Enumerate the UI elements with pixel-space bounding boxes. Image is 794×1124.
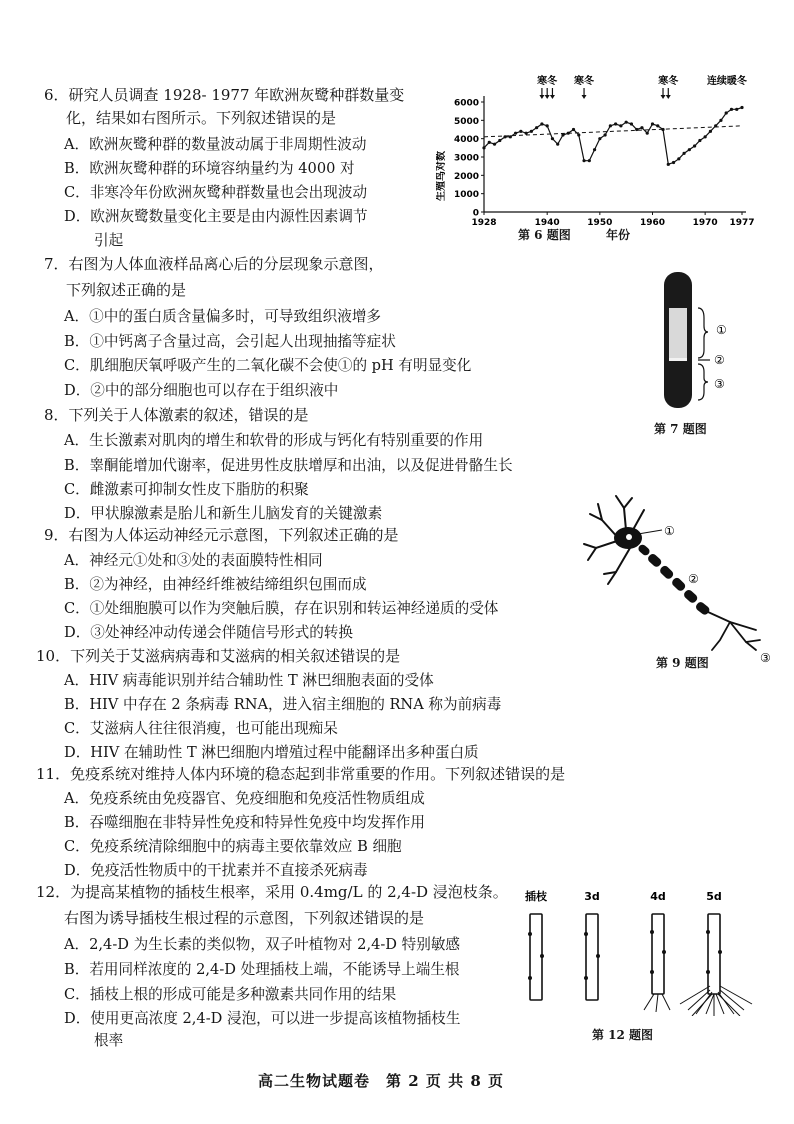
chart-point-1938 — [535, 126, 538, 129]
q8-option-b: B．睾酮能增加代谢率，促进男性皮肤增厚和出油，以及促进骨骼生长 — [64, 457, 513, 474]
q11-option-a: A．免疫系统由免疫器官、免疫细胞和免疫活性物质组成 — [64, 790, 425, 807]
chart-annotation-0: 寒冬 — [537, 76, 558, 87]
chart-point-1954 — [619, 124, 622, 127]
chart-ytick-label-1: 1000 — [453, 190, 479, 201]
chart-arrowhead-2-0 — [661, 95, 666, 99]
fig9-caption: 第 9 题图 — [656, 656, 709, 670]
fig7-caption: 第 7 题图 — [654, 422, 707, 436]
q6-stem-line1: 6．研究人员调查 1928- 1977 年欧洲灰鹭种群数量变 — [44, 86, 405, 104]
q11-option-c: C．免疫系统清除细胞中的病毒主要依靠效应 B 细胞 — [64, 838, 402, 855]
stem-0 — [530, 914, 542, 1000]
chart-xtick-label-5: 1977 — [729, 218, 755, 228]
chart-point-1959 — [646, 132, 649, 135]
chart-point-1955 — [625, 121, 628, 124]
chart-arrowhead-1-0 — [582, 95, 587, 99]
page-footer: 高二生物试题卷 第 2 页 共 8 页 — [258, 1072, 504, 1090]
chart-point-1950 — [598, 137, 601, 140]
q10-option-a: A．HIV 病毒能识别并结合辅助性 T 淋巴细胞表面的受体 — [64, 672, 434, 689]
chart-xtick-label-1: 1940 — [534, 218, 560, 228]
chart-point-1975 — [730, 108, 733, 111]
q9-option-c: C．①处细胞膜可以作为突触后膜，存在识别和转运神经递质的受体 — [64, 600, 499, 617]
chart-annotation-2: 寒冬 — [658, 76, 679, 87]
chart-point-1961 — [656, 124, 659, 127]
q7-option-b: B．①中钙离子含量过高，会引起人出现抽搐等症状 — [64, 333, 396, 350]
q7-option-d: D．②中的部分细胞也可以存在于组织液中 — [64, 382, 339, 399]
q6-option-c: C．非寒冷年份欧洲灰鹭种群数量也会出现波动 — [64, 184, 368, 201]
q12-option-d-line2: 根率 — [94, 1032, 124, 1049]
chart-trend-line — [484, 126, 742, 137]
chart-point-1951 — [604, 133, 607, 136]
chart-point-1972 — [714, 124, 717, 127]
axon-terminals — [708, 612, 760, 650]
chart-annotation-1: 寒冬 — [574, 76, 595, 87]
q6-option-d-line2: 引起 — [94, 232, 124, 249]
q10-stem: 10．下列关于艾滋病病毒和艾滋病的相关叙述错误的是 — [36, 647, 401, 665]
brace-1 — [698, 308, 708, 358]
q12-option-c: C．插枝上根的形成可能是多种激素共同作用的结果 — [64, 986, 397, 1003]
chart-point-1932 — [503, 135, 506, 138]
chart-point-1928 — [482, 146, 485, 149]
chart-point-1943 — [561, 133, 564, 136]
chart-ytick-label-4: 4000 — [453, 135, 479, 146]
chart-ytick-label-3: 3000 — [453, 153, 479, 164]
fig9-label-3: ③ — [760, 651, 771, 665]
q6-option-b: B．欧洲灰鹭种群的环境容纳量约为 4000 对 — [64, 160, 355, 177]
fig12-cuttings — [514, 886, 774, 1016]
chart-point-1973 — [719, 119, 722, 122]
chart-point-1970 — [704, 135, 707, 138]
tube-buffy-layer — [669, 358, 687, 361]
chart-point-1941 — [551, 137, 554, 140]
chart-arrowhead-2-1 — [666, 95, 671, 99]
q11-stem: 11．免疫系统对维持人体内环境的稳态起到非常重要的作用。下列叙述错误的是 — [36, 765, 566, 783]
chart-xtick-label-3: 1960 — [639, 218, 666, 228]
fig12-label-3d: 3d — [584, 890, 600, 903]
chart-point-1931 — [498, 139, 501, 142]
fig6-caption: 第 6 题图 — [518, 228, 571, 242]
chart-point-1977 — [740, 106, 743, 109]
stem-5d — [708, 914, 720, 994]
stem-3d — [586, 914, 598, 1000]
fig7-label-2: ② — [714, 353, 725, 367]
chart-point-1937 — [530, 130, 533, 133]
fig12-caption: 第 12 题图 — [592, 1028, 654, 1042]
q9-option-a: A．神经元①处和③处的表面膜特性相同 — [64, 552, 323, 569]
chart-point-1933 — [509, 135, 512, 138]
q7-stem-line2: 下列叙述正确的是 — [66, 281, 187, 299]
q10-option-b: B．HIV 中存在 2 条病毒 RNA，进入宿主细胞的 RNA 称为前病毒 — [64, 696, 502, 713]
tube-plasma-layer — [669, 308, 687, 358]
chart-series — [482, 106, 743, 166]
q12-option-d-line1: D．使用更高浓度 2,4-D 浸泡，可以进一步提高该植物插枝生 — [64, 1010, 461, 1027]
q10-option-c: C．艾滋病人往往很消瘦，也可能出现痴呆 — [64, 720, 338, 737]
chart-point-1958 — [640, 126, 643, 129]
chart-point-1957 — [635, 128, 638, 131]
chart-point-1962 — [661, 128, 664, 131]
chart-point-1965 — [677, 157, 680, 160]
chart-point-1935 — [519, 130, 522, 133]
q9-stem: 9．右图为人体运动神经元示意图，下列叙述正确的是 — [44, 526, 399, 544]
q7-stem-line1: 7．右图为人体血液样品离心后的分层现象示意图， — [44, 255, 384, 273]
chart-point-1964 — [672, 161, 675, 164]
pointer-1 — [638, 530, 662, 534]
q8-option-d: D．甲状腺激素是胎儿和新生儿脑发育的关键激素 — [64, 505, 383, 522]
chart-point-1946 — [577, 133, 580, 136]
fig7-label-3: ③ — [714, 377, 725, 391]
chart-point-1940 — [546, 124, 549, 127]
chart-ytick-label-6: 6000 — [453, 98, 479, 109]
q7-option-a: A．①中的蛋白质含量偏多时，可导致组织液增多 — [64, 308, 382, 325]
q6-option-d-line1: D．欧洲灰鹭数量变化主要是由内源性因素调节 — [64, 208, 368, 225]
chart-point-1944 — [567, 132, 570, 135]
q6-option-a: A．欧洲灰鹭种群的数量波动属于非周期性波动 — [64, 136, 367, 153]
chart-point-1968 — [693, 144, 696, 147]
chart-point-1934 — [514, 132, 517, 135]
chart-point-1952 — [609, 124, 612, 127]
chart-annotations — [537, 74, 748, 99]
chart-point-1960 — [651, 122, 654, 125]
chart-annotation-3: 连续暖冬 — [706, 76, 747, 87]
chart-point-1967 — [688, 148, 691, 151]
q10-option-d: D．HIV 在辅助性 T 淋巴细胞内增殖过程中能翻译出多种蛋白质 — [64, 744, 479, 761]
q12-stem-line1: 12．为提高某植物的插枝生根率，采用 0.4mg/L 的 2,4-D 浸泡枝条。 — [36, 883, 508, 901]
fig9-neuron — [580, 490, 780, 670]
q9-option-b: B．②为神经，由神经纤维被结缔组织包围而成 — [64, 576, 367, 593]
fig12-label-4d: 4d — [650, 890, 666, 903]
chart-axes — [454, 96, 755, 228]
chart-point-1945 — [572, 128, 575, 131]
chart-arrowhead-0-2 — [550, 95, 555, 99]
q8-stem: 8．下列关于人体激素的叙述，错误的是 — [44, 406, 309, 424]
q8-option-a: A．生长激素对肌肉的增生和软骨的形成与钙化有特别重要的作用 — [64, 432, 484, 449]
chart-point-1963 — [667, 163, 670, 166]
chart-series-line — [484, 108, 742, 165]
chart-arrowhead-0-0 — [539, 95, 544, 99]
fig12-label-cutting: 插枝 — [525, 890, 547, 903]
chart-ytick-label-5: 5000 — [453, 116, 479, 127]
nucleus — [626, 534, 632, 540]
fig9-label-1: ① — [664, 524, 675, 538]
brace-3 — [698, 364, 708, 400]
chart-ylabel: 生殖鸟对数 — [436, 151, 447, 201]
chart-trend-dashed — [484, 126, 742, 137]
q11-option-b: B．吞噬细胞在非特异性免疫和特异性免疫中均发挥作用 — [64, 814, 425, 831]
chart-point-1930 — [493, 143, 496, 146]
fig7-label-1: ① — [716, 323, 727, 337]
fig12-label-5d: 5d — [706, 890, 722, 903]
q7-option-c: C．肌细胞厌氧呼吸产生的二氧化碳不会使①的 pH 有明显变化 — [64, 357, 472, 374]
q8-option-c: C．雌激素可抑制女性皮下脂肪的积聚 — [64, 481, 309, 498]
chart-point-1971 — [709, 130, 712, 133]
stem-nodes — [528, 930, 722, 980]
q6-stem-line2: 化，结果如右图所示。下列叙述错误的是 — [66, 109, 337, 127]
chart-xtick-label-2: 1950 — [587, 218, 613, 228]
q12-stem-line2: 右图为诱导插枝生根过程的示意图，下列叙述错误的是 — [64, 909, 425, 927]
chart-point-1966 — [682, 152, 685, 155]
chart-point-1974 — [725, 111, 728, 114]
chart-point-1929 — [488, 141, 491, 144]
myelin-sheath — [637, 543, 711, 616]
fig7-test-tube — [650, 268, 730, 418]
fig9-label-2: ② — [688, 572, 699, 586]
chart-point-1976 — [735, 108, 738, 111]
chart-xtick-label-0: 1928 — [471, 218, 497, 228]
q11-option-d: D．免疫活性物质中的干扰素并不直接杀死病毒 — [64, 862, 368, 879]
q9-option-d: D．③处神经冲动传递会伴随信号形式的转换 — [64, 624, 353, 641]
chart-arrowhead-0-1 — [545, 95, 550, 99]
roots-4d — [644, 994, 670, 1012]
chart-point-1947 — [582, 159, 585, 162]
cutting-stems — [530, 914, 720, 1000]
q12-option-b: B．若用同样浓度的 2,4-D 处理插枝上端，不能诱导上端生根 — [64, 961, 460, 978]
chart-point-1948 — [588, 159, 591, 162]
chart-xtick-label-4: 1970 — [692, 218, 718, 228]
chart-point-1939 — [540, 122, 543, 125]
chart-ytick-label-0: 0 — [472, 208, 479, 219]
fig6-xlabel: 年份 — [606, 228, 631, 242]
fig6-chart — [436, 66, 756, 246]
chart-point-1942 — [556, 143, 559, 146]
chart-point-1949 — [593, 148, 596, 151]
chart-point-1953 — [614, 122, 617, 125]
chart-point-1956 — [630, 122, 633, 125]
chart-point-1936 — [525, 132, 528, 135]
q12-option-a: A．2,4-D 为生长素的类似物，双子叶植物对 2,4-D 特别敏感 — [64, 936, 461, 953]
chart-ytick-label-2: 2000 — [453, 171, 479, 182]
stem-4d — [652, 914, 664, 994]
chart-point-1969 — [698, 139, 701, 142]
